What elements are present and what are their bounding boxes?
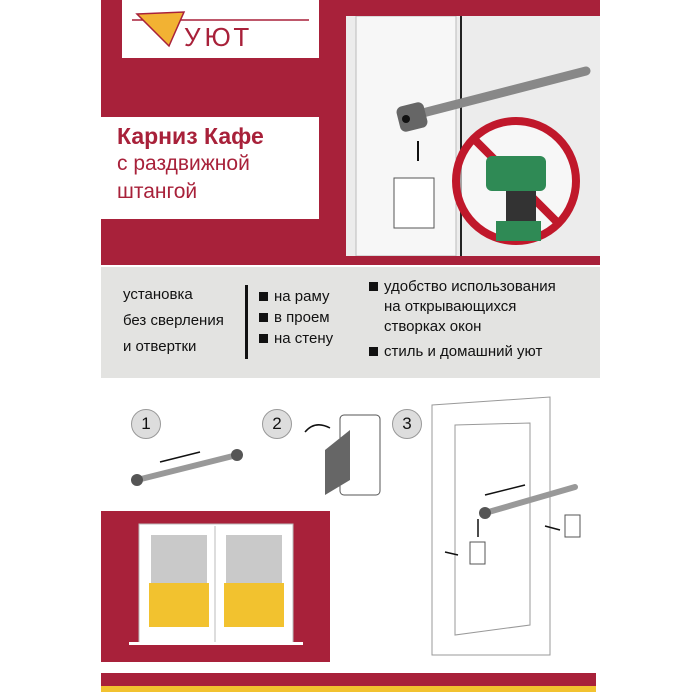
product-subtitle: с раздвижной штангой xyxy=(117,152,250,203)
mount-item: в проем xyxy=(259,308,333,328)
step1-rod-illustration xyxy=(125,440,255,490)
step-number-1: 1 xyxy=(131,409,161,439)
benefit-item: стиль и домашний уют xyxy=(369,342,556,362)
benefits xyxy=(369,277,556,362)
benefit-line: на открывающихся xyxy=(384,298,517,315)
mount-options xyxy=(259,287,333,350)
no-drill-photo xyxy=(346,16,600,256)
logo-text: УЮТ xyxy=(184,22,254,52)
step-number-2: 2 xyxy=(262,409,292,439)
install-features xyxy=(123,285,224,363)
step-number-3: 3 xyxy=(392,409,422,439)
window-illustration-panel xyxy=(101,511,330,662)
bottom-red-stripe xyxy=(101,673,596,686)
feature-text: установка xyxy=(123,286,193,303)
bottom-yellow-stripe xyxy=(101,686,596,692)
benefit-line: створках окон xyxy=(384,318,482,335)
product-title: Карниз Кафе xyxy=(117,123,264,149)
feature-text: и отвертки xyxy=(123,338,197,355)
cafe-curtain-window-illustration xyxy=(101,511,330,662)
step2-hook-illustration xyxy=(295,410,385,500)
title-box xyxy=(101,117,319,219)
benefit-item: удобство использования xyxy=(369,277,556,297)
mount-item: на раму xyxy=(259,287,333,307)
no-drill-illustration xyxy=(346,16,600,256)
mount-item: на стену xyxy=(259,329,333,349)
divider xyxy=(245,285,248,359)
feature-text: без сверления xyxy=(123,312,224,329)
step3-window-illustration xyxy=(430,395,600,660)
brand-logo xyxy=(122,0,319,58)
features-band xyxy=(101,267,600,378)
